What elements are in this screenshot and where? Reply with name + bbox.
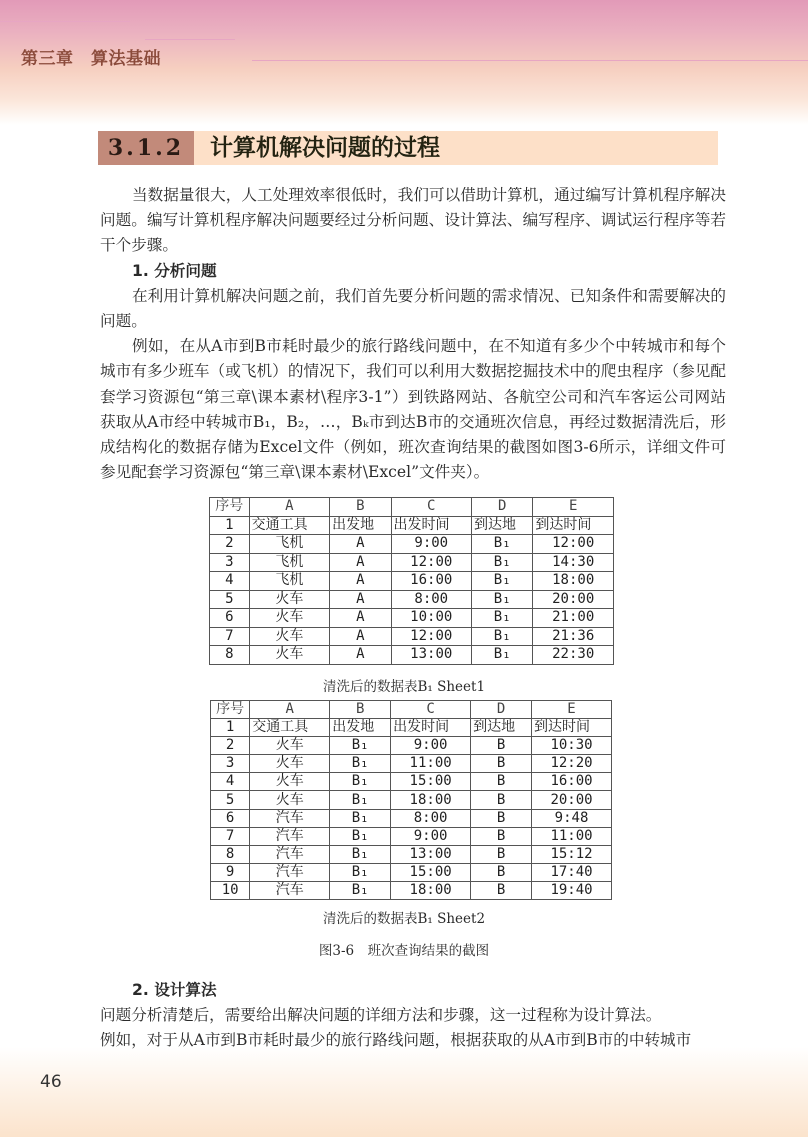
table-cell: 4 (210, 572, 250, 591)
table-cell: B₁ (330, 791, 391, 809)
table-cell: 13:00 (391, 646, 472, 665)
table-cell: 5 (211, 791, 250, 809)
paragraph: 问题分析清楚后，需要给出解决问题的详细方法和步骤，这一过程称为设计算法。 (100, 1006, 662, 1025)
table-row (210, 553, 614, 572)
table-cell: B₁ (472, 590, 533, 609)
table-cell: 6 (210, 609, 250, 628)
table-row (210, 572, 614, 591)
table-cell: 9:00 (391, 737, 471, 755)
table-cell: 汽车 (250, 845, 330, 863)
table-cell: 序号 (210, 498, 250, 517)
table-cell: C (391, 498, 472, 517)
table-cell: A (330, 646, 391, 665)
table-cell: 汽车 (250, 881, 330, 899)
table-row (210, 627, 614, 646)
body-text (100, 183, 726, 485)
figure-caption: 图3-6 班次查询结果的截图 (318, 943, 490, 959)
table-cell: B (471, 881, 532, 899)
table-cell: 11:00 (391, 755, 471, 773)
table-cell: B₁ (330, 755, 391, 773)
table-cell: 汽车 (250, 827, 330, 845)
table-row (211, 827, 612, 845)
header-decor-line (252, 60, 808, 61)
table-cell: B₁ (330, 737, 391, 755)
page-number: 46 (40, 1072, 62, 1092)
subheading: 1. 分析问题 (132, 261, 217, 280)
table-cell: 14:30 (533, 553, 614, 572)
table-cell: B₁ (330, 809, 391, 827)
section-number: 3.1.2 (98, 131, 194, 165)
table-cell: 8 (211, 845, 250, 863)
table-cell: 8:00 (391, 590, 472, 609)
table-cell: 飞机 (249, 572, 330, 591)
table-cell: 17:40 (532, 863, 612, 881)
column-header-row (210, 498, 614, 517)
table-row (211, 737, 612, 755)
table-cell: 到达地 (471, 719, 532, 737)
paragraph: 当数据量很大，人工处理效率很低时，我们可以借助计算机，通过编写计算机程序解决问题。编写计算机程序解决问题要经过分析问题、设计算法、编写程序、调试运行程序等若干个步骤。 (100, 186, 726, 255)
table-cell: 交通工具 (250, 719, 330, 737)
paragraph: 例如，在从A市到B市耗时最少的旅行路线问题中，在不知道有多少个中转城市和每个城市有多少班车（或飞机）的情况下，我们可以利用大数据挖掘技术中的爬虫程序（参见配套学习资源包“第三章\课本素材\程序3-1”）到铁路网站、各航空公司和汽车客运公司网站获取从A市经中转城市B₁，B₂，…，Bₖ市到达B市的交通班次信息，再经过数据清洗后，形成结构化的数据存储为Excel文件（例如，班次查询结果的截图如图3-6所示，详细文件可参见配套学习资源包“第三章\课本素材\Excel”文件夹）。 (100, 337, 726, 482)
table-cell: 11:00 (532, 827, 612, 845)
data-table-sheet1 (209, 497, 614, 665)
table-cell: 16:00 (391, 572, 472, 591)
table-cell: 18:00 (533, 572, 614, 591)
table-cell: 16:00 (532, 773, 612, 791)
table-cell: B₁ (472, 646, 533, 665)
table-cell: 火车 (249, 609, 330, 628)
table-cell: 7 (210, 627, 250, 646)
table-cell: E (532, 701, 612, 719)
table-row (211, 809, 612, 827)
header-decor-line (145, 39, 235, 40)
table-cell: 10:30 (532, 737, 612, 755)
table-cell: 汽车 (250, 863, 330, 881)
section-title: 计算机解决问题的过程 (210, 135, 440, 161)
table-cell: E (533, 498, 614, 517)
table-cell: B₁ (472, 572, 533, 591)
table-cell: B (471, 791, 532, 809)
table-row (210, 516, 614, 535)
table-cell: 7 (211, 827, 250, 845)
chapter-title: 第三章 算法基础 (21, 49, 161, 69)
table-cell: 15:00 (391, 773, 471, 791)
table-cell: 12:00 (391, 553, 472, 572)
table-cell: B (471, 755, 532, 773)
table-row (211, 719, 612, 737)
subheading: 2. 设计算法 (132, 981, 217, 999)
table-cell: B₁ (472, 609, 533, 628)
table-cell: 12:00 (533, 535, 614, 554)
table-cell: 出发地 (330, 516, 391, 535)
table-cell: 火车 (249, 627, 330, 646)
table-cell: 4 (211, 773, 250, 791)
table-cell: B₁ (330, 827, 391, 845)
table-cell: B (471, 737, 532, 755)
table-cell: 火车 (250, 755, 330, 773)
table-cell: 8 (210, 646, 250, 665)
table-row (211, 791, 612, 809)
table-cell: 火车 (250, 773, 330, 791)
table-caption: 清洗后的数据表B₁ Sheet1 (322, 679, 486, 695)
table-cell: B₁ (472, 553, 533, 572)
table-cell: 6 (211, 809, 250, 827)
table-cell: 出发时间 (391, 719, 471, 737)
table-cell: 8:00 (391, 809, 471, 827)
table-cell: 火车 (250, 791, 330, 809)
table-cell: 12:00 (391, 627, 472, 646)
table-cell: A (330, 553, 391, 572)
table-cell: 10:00 (391, 609, 472, 628)
table-cell: 出发地 (330, 719, 391, 737)
table-cell: B₁ (472, 535, 533, 554)
table-cell: 交通工具 (249, 516, 330, 535)
table-row (210, 609, 614, 628)
table-cell: 序号 (211, 701, 250, 719)
table-cell: 10 (211, 881, 250, 899)
table-cell: 到达地 (472, 516, 533, 535)
table-cell: B₁ (330, 845, 391, 863)
section-heading (98, 131, 718, 165)
table-row (211, 863, 612, 881)
table-cell: 18:00 (391, 791, 471, 809)
table-cell: 2 (210, 535, 250, 554)
table-cell: A (330, 590, 391, 609)
table-cell: 22:30 (533, 646, 614, 665)
table-cell: C (391, 701, 471, 719)
table-cell: B (330, 498, 391, 517)
table-cell: B (471, 809, 532, 827)
table-row (210, 646, 614, 665)
table-cell: 到达时间 (532, 719, 612, 737)
table-cell: 飞机 (249, 535, 330, 554)
table-cell: A (330, 609, 391, 628)
table-cell: B₁ (330, 773, 391, 791)
table-cell: 20:00 (533, 590, 614, 609)
table-cell: 15:12 (532, 845, 612, 863)
table-cell: A (249, 498, 330, 517)
table-cell: 12:20 (532, 755, 612, 773)
table-row (211, 881, 612, 899)
table-row (211, 845, 612, 863)
table-cell: 9 (211, 863, 250, 881)
table-cell: 13:00 (391, 845, 471, 863)
data-table-sheet2 (210, 700, 612, 900)
table-cell: 9:48 (532, 809, 612, 827)
table-cell: B (330, 701, 391, 719)
body-text-2 (100, 978, 726, 1054)
table-caption: 清洗后的数据表B₁ Sheet2 (322, 911, 486, 927)
table-cell: B (471, 845, 532, 863)
table-row (210, 590, 614, 609)
table-row (210, 535, 614, 554)
table-cell: B₁ (330, 863, 391, 881)
table-cell: 21:36 (533, 627, 614, 646)
table-cell: 飞机 (249, 553, 330, 572)
table-cell: 火车 (250, 737, 330, 755)
table-cell: D (471, 701, 532, 719)
table-cell: 汽车 (250, 809, 330, 827)
table-cell: 火车 (249, 646, 330, 665)
table-cell: 2 (211, 737, 250, 755)
header-decor-line (0, 21, 130, 22)
table-cell: 火车 (249, 590, 330, 609)
table-cell: 20:00 (532, 791, 612, 809)
table-cell: 1 (211, 719, 250, 737)
table-cell: 18:00 (391, 881, 471, 899)
table-cell: 15:00 (391, 863, 471, 881)
table-cell: B₁ (330, 881, 391, 899)
table-cell: 19:40 (532, 881, 612, 899)
table-cell: A (330, 572, 391, 591)
table-row (211, 755, 612, 773)
footer-banner (0, 1047, 808, 1137)
table-cell: A (250, 701, 330, 719)
paragraph: 例如，对于从A市到B市耗时最少的旅行路线问题，根据获取的从A市到B市的中转城市 (100, 1031, 692, 1050)
table-cell: B (471, 773, 532, 791)
table-cell: 9:00 (391, 535, 472, 554)
table-cell: 1 (210, 516, 250, 535)
table-cell: B₁ (472, 627, 533, 646)
table-cell: 出发时间 (391, 516, 472, 535)
table-cell: A (330, 535, 391, 554)
table-cell: 5 (210, 590, 250, 609)
column-header-row (211, 701, 612, 719)
table-cell: 3 (211, 755, 250, 773)
table-cell: 9:00 (391, 827, 471, 845)
table-cell: A (330, 627, 391, 646)
table-cell: D (472, 498, 533, 517)
table-cell: 到达时间 (533, 516, 614, 535)
table-row (211, 773, 612, 791)
table-cell: B (471, 863, 532, 881)
table-cell: B (471, 827, 532, 845)
table-cell: 21:00 (533, 609, 614, 628)
table-cell: 3 (210, 553, 250, 572)
paragraph: 在利用计算机解决问题之前，我们首先要分析问题的需求情况、已知条件和需要解决的问题。 (100, 286, 726, 331)
